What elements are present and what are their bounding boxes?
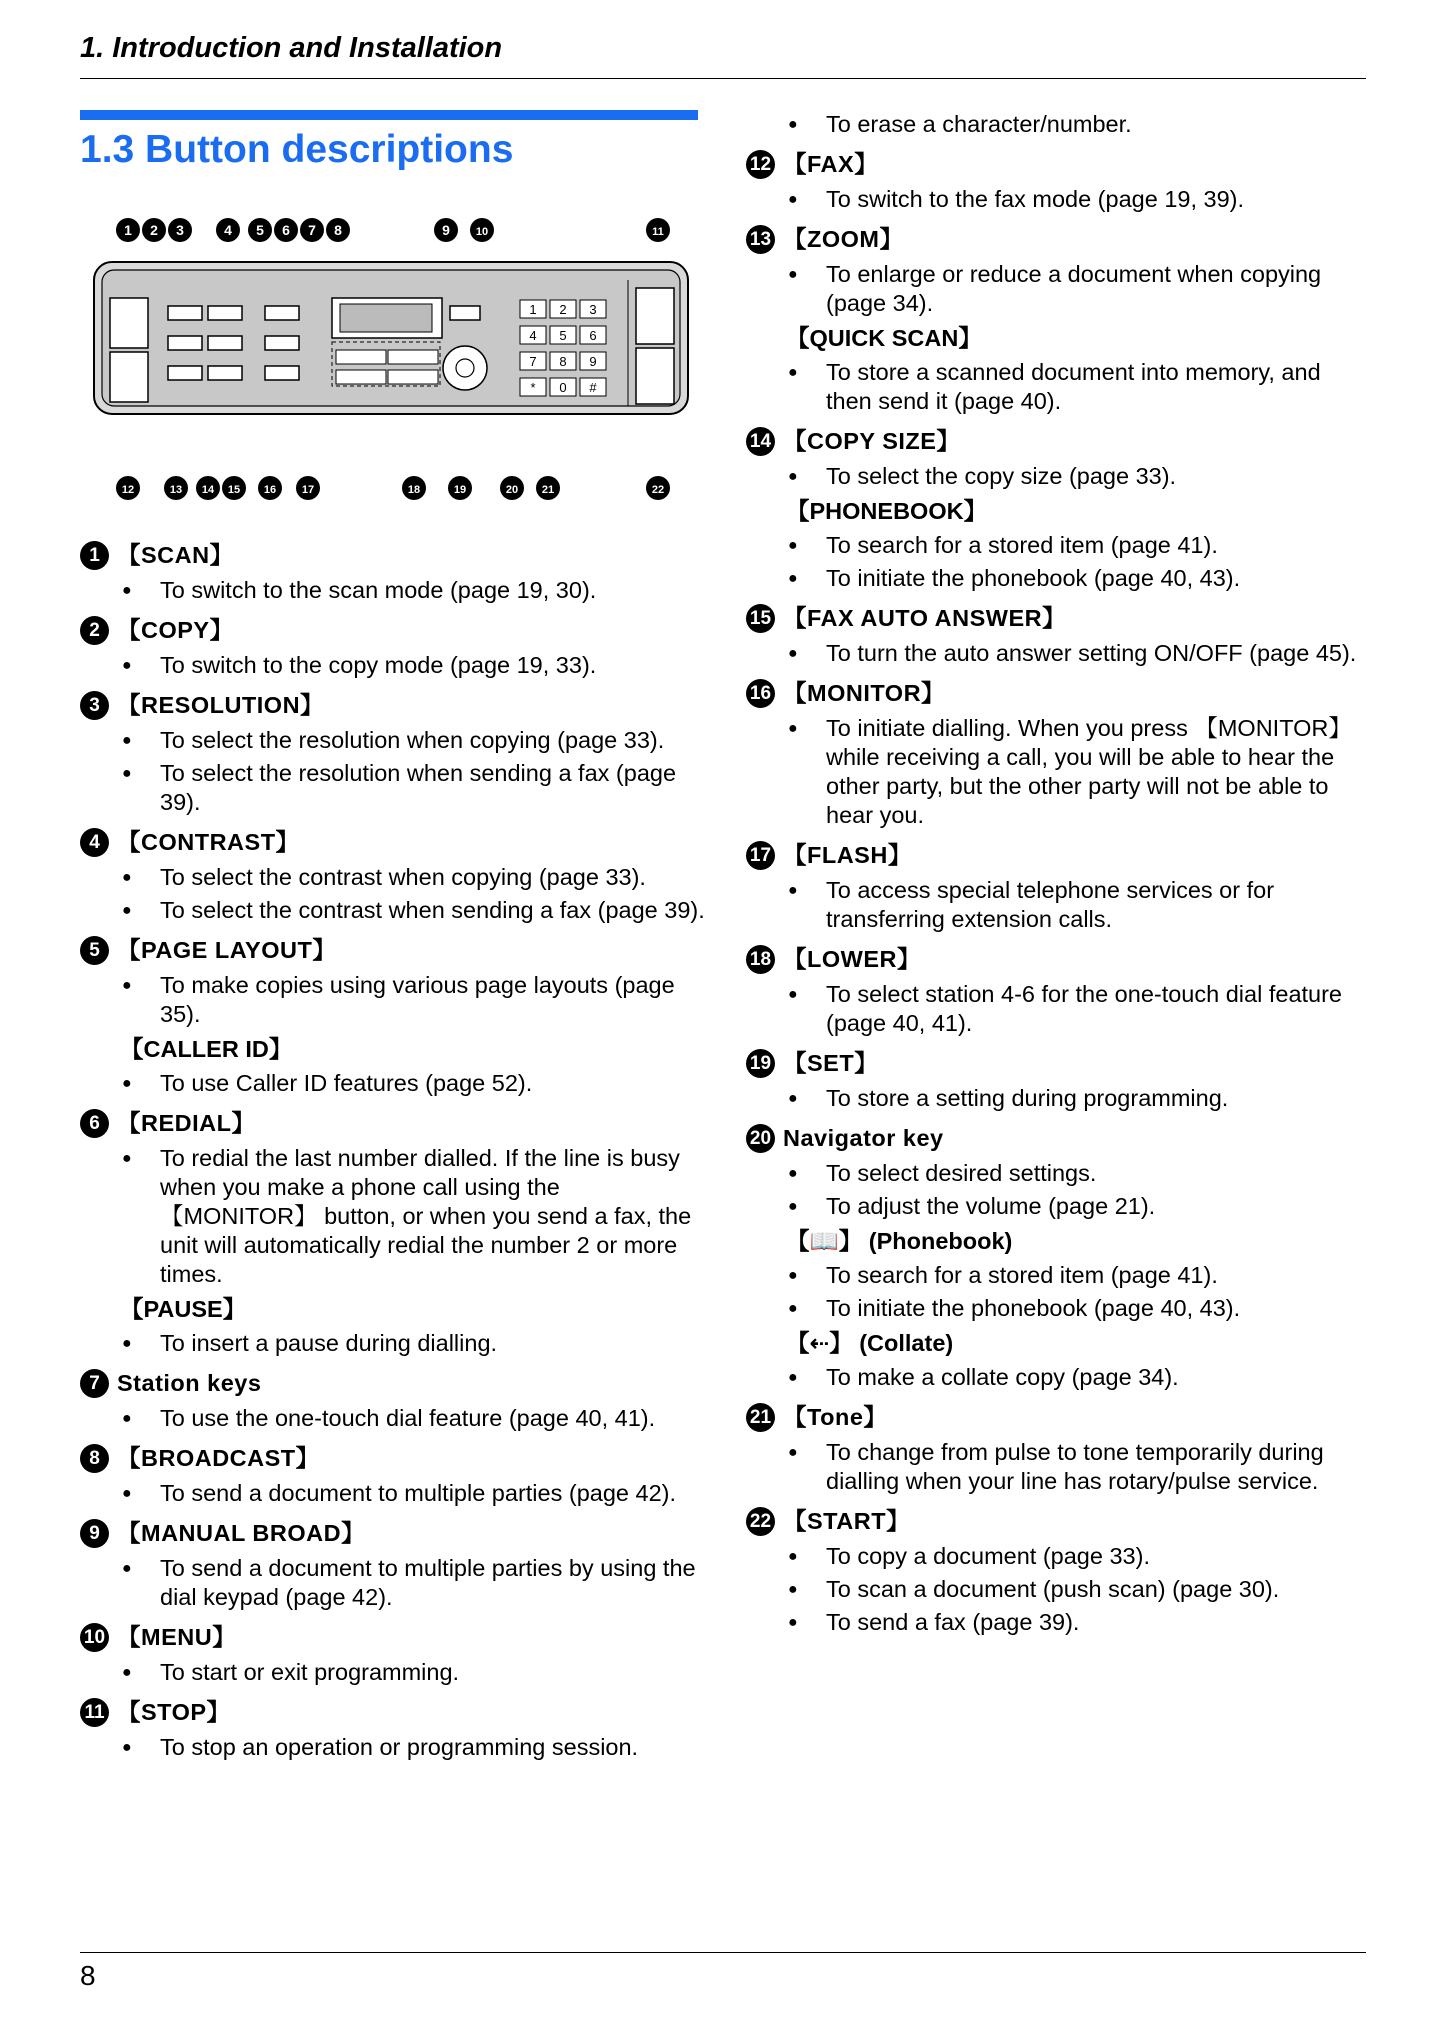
bullet-text: ● To initiate the phonebook (page 40, 43). xyxy=(746,1294,1371,1323)
button-entry xyxy=(80,538,705,605)
callout-number: 9 xyxy=(80,1519,109,1548)
bullet-text: ● To select the contrast when copying (page 33). xyxy=(80,863,705,892)
bullet-text: ● To use Caller ID features (page 52). xyxy=(80,1069,705,1098)
callout-label: 9 xyxy=(442,222,450,238)
left-column xyxy=(80,538,705,1770)
entry-heading xyxy=(80,688,705,722)
callout-number: 13 xyxy=(746,225,775,254)
sub-heading: 【QUICK SCAN】 xyxy=(786,325,982,351)
callout-label: 4 xyxy=(224,222,232,238)
button-name: 【SET】 xyxy=(783,1049,879,1076)
entry-heading xyxy=(80,1366,705,1400)
bullet-text: ● To send a document to multiple parties (page 42). xyxy=(80,1479,705,1508)
callout-label: 13 xyxy=(169,484,183,496)
callout-label: 22 xyxy=(651,484,665,496)
button-name: 【STOP】 xyxy=(117,1698,231,1725)
bullet-text: ● To insert a pause during dialling. xyxy=(80,1329,705,1358)
bullet-text: ● To access special telephone services or for transferring extension calls. xyxy=(746,876,1371,934)
callout-number: 18 xyxy=(746,945,775,974)
callout-number: 2 xyxy=(80,616,109,645)
keypad-key-label: 5 xyxy=(559,328,567,343)
callout-number: 16 xyxy=(746,679,775,708)
bullet-text: ● To search for a stored item (page 41). xyxy=(746,1261,1371,1290)
callout-label: 14 xyxy=(201,484,215,496)
entry-heading xyxy=(746,1504,1371,1538)
button-name: 【FAX】 xyxy=(783,150,879,177)
button-name: 【LOWER】 xyxy=(783,945,921,972)
callout-label: 7 xyxy=(308,222,316,238)
bullet-text: ● To stop an operation or programming session. xyxy=(80,1733,705,1762)
button-name: 【START】 xyxy=(783,1507,911,1534)
bullet-text: ● To store a setting during programming. xyxy=(746,1084,1371,1113)
keypad-key-label: 8 xyxy=(559,354,567,369)
callout-number: 21 xyxy=(746,1403,775,1432)
button-entry xyxy=(746,147,1371,214)
button-entry xyxy=(80,1695,705,1762)
button-entry xyxy=(80,1366,705,1433)
callout-number: 6 xyxy=(80,1109,109,1138)
callout-label: 10 xyxy=(475,226,489,238)
bullet-text: ● To enlarge or reduce a document when copying (page 34). xyxy=(746,260,1371,318)
button-name: 【MANUAL BROAD】 xyxy=(117,1519,366,1546)
button-name: 【ZOOM】 xyxy=(783,225,904,252)
button-entry xyxy=(746,222,1371,416)
keypad-key-label: 1 xyxy=(529,302,537,317)
button-entry xyxy=(80,613,705,680)
button-name: 【MENU】 xyxy=(117,1623,237,1650)
bullet-text: ● To select desired settings. xyxy=(746,1159,1371,1188)
top-callouts xyxy=(116,218,670,242)
bullet-text: ● To switch to the copy mode (page 19, 33). xyxy=(80,651,705,680)
button-name: 【PAGE LAYOUT】 xyxy=(117,936,337,963)
callout-label: 18 xyxy=(407,484,421,496)
callout-number: 19 xyxy=(746,1049,775,1078)
bullet-text: ● To select the resolution when copying (page 33). xyxy=(80,726,705,755)
entry-heading xyxy=(746,1121,1371,1155)
button-entry xyxy=(80,1106,705,1358)
keypad-key-label: 3 xyxy=(589,302,597,317)
entry-heading xyxy=(80,538,705,572)
callout-number: 3 xyxy=(80,691,109,720)
button-name: 【FLASH】 xyxy=(783,841,912,868)
button-name: 【RESOLUTION】 xyxy=(117,691,325,718)
keypad-key-label: # xyxy=(589,380,597,395)
button-entry xyxy=(80,933,705,1098)
footer-rule xyxy=(80,1952,1366,1953)
button-name: Station keys xyxy=(117,1369,262,1396)
keypad-key-label: 0 xyxy=(559,380,567,395)
button-name: 【COPY】 xyxy=(117,616,234,643)
callout-number: 8 xyxy=(80,1444,109,1473)
callout-number: 10 xyxy=(80,1623,109,1652)
bullet-text: ● To turn the auto answer setting ON/OFF (page 45). xyxy=(746,639,1371,668)
callout-number: 1 xyxy=(80,541,109,570)
keypad-key-label: 9 xyxy=(589,354,597,369)
bullet-text: ● To select station 4-6 for the one-touch dial feature (page 40, 41). xyxy=(746,980,1371,1038)
bullet-text: ● To initiate dialling. When you press 【MONITOR】 while receiving a call, you will be able to hear the other party, but the other party will not be able to hear you. xyxy=(746,714,1371,830)
callout-number: 11 xyxy=(80,1698,109,1727)
entry-heading xyxy=(746,222,1371,256)
header-rule xyxy=(80,78,1366,79)
bullet-text: ● To select the copy size (page 33). xyxy=(746,462,1371,491)
button-entry xyxy=(80,1441,705,1508)
callout-number: 4 xyxy=(80,828,109,857)
running-header: 1. Introduction and Installation xyxy=(80,32,503,64)
entry-heading xyxy=(746,147,1371,181)
entry-heading xyxy=(746,1046,1371,1080)
keypad-key-label: 4 xyxy=(529,328,537,343)
button-entry xyxy=(746,838,1371,934)
bullet-text: ● To send a document to multiple parties by using the dial keypad (page 42). xyxy=(80,1554,705,1612)
callout-label: 19 xyxy=(453,484,467,496)
bottom-callouts xyxy=(116,476,670,500)
entry-heading xyxy=(80,1695,705,1729)
keypad-key-label: 6 xyxy=(589,328,597,343)
bullet-text: ● To make a collate copy (page 34). xyxy=(746,1363,1371,1392)
button-entry xyxy=(746,1504,1371,1637)
keypad-key-label: 7 xyxy=(529,354,537,369)
keypad-key-label: * xyxy=(530,380,536,395)
button-entry xyxy=(80,1516,705,1612)
button-name: 【SCAN】 xyxy=(117,541,234,568)
callout-number: 22 xyxy=(746,1507,775,1536)
bullet-text: ● To initiate the phonebook (page 40, 43). xyxy=(746,564,1371,593)
bullet-text: ● To switch to the scan mode (page 19, 30). xyxy=(80,576,705,605)
button-entry xyxy=(746,110,1371,139)
callout-label: 15 xyxy=(227,484,241,496)
callout-number: 7 xyxy=(80,1369,109,1398)
section-title: 1.3 Button descriptions xyxy=(80,128,514,171)
entry-heading xyxy=(746,942,1371,976)
button-entry xyxy=(746,1400,1371,1496)
entry-heading xyxy=(80,1516,705,1550)
bullet-text: ● To start or exit programming. xyxy=(80,1658,705,1687)
entry-heading xyxy=(80,1620,705,1654)
callout-number: 20 xyxy=(746,1124,775,1153)
callout-label: 20 xyxy=(505,484,519,496)
button-name: 【COPY SIZE】 xyxy=(783,427,961,454)
callout-label: 8 xyxy=(334,222,342,238)
button-name: 【BROADCAST】 xyxy=(117,1444,320,1471)
entry-heading xyxy=(746,1400,1371,1434)
callout-label: 1 xyxy=(124,222,132,238)
callout-label: 12 xyxy=(121,484,135,496)
callout-label: 5 xyxy=(256,222,264,238)
page-number: 8 xyxy=(80,1960,96,1991)
callout-label: 3 xyxy=(176,222,184,238)
callout-label: 16 xyxy=(263,484,277,496)
button-name: Navigator key xyxy=(783,1124,944,1151)
control-panel-diagram xyxy=(80,210,705,510)
bullet-text: ● To switch to the fax mode (page 19, 39). xyxy=(746,185,1371,214)
bullet-text: ● To scan a document (push scan) (page 30). xyxy=(746,1575,1371,1604)
entry-heading xyxy=(746,424,1371,458)
button-name: 【Tone】 xyxy=(783,1403,888,1430)
sub-heading: 【📖】 (Phonebook) xyxy=(786,1228,1013,1254)
sub-heading: 【CALLER ID】 xyxy=(120,1036,293,1062)
button-entry xyxy=(746,601,1371,668)
button-entry xyxy=(80,825,705,925)
callout-label: 21 xyxy=(541,484,555,496)
button-entry xyxy=(80,1620,705,1687)
callout-number: 5 xyxy=(80,936,109,965)
entry-heading xyxy=(80,613,705,647)
callout-number: 14 xyxy=(746,427,775,456)
bullet-text: ● To copy a document (page 33). xyxy=(746,1542,1371,1571)
callout-label: 2 xyxy=(150,222,158,238)
callout-label: 6 xyxy=(282,222,290,238)
entry-heading xyxy=(80,825,705,859)
bullet-text: ● To select the contrast when sending a fax (page 39). xyxy=(80,896,705,925)
entry-heading xyxy=(80,1441,705,1475)
bullet-text: ● To store a scanned document into memory, and then send it (page 40). xyxy=(746,358,1371,416)
callout-label: 17 xyxy=(301,484,315,496)
entry-heading xyxy=(80,1106,705,1140)
button-entry xyxy=(746,1046,1371,1113)
button-entry xyxy=(746,424,1371,593)
callout-number: 15 xyxy=(746,604,775,633)
bullet-text: ● To send a fax (page 39). xyxy=(746,1608,1371,1637)
entry-heading xyxy=(746,838,1371,872)
bullet-text: ● To adjust the volume (page 21). xyxy=(746,1192,1371,1221)
entry-heading xyxy=(746,676,1371,710)
bullet-text: ● To erase a character/number. xyxy=(746,110,1371,139)
button-name: 【CONTRAST】 xyxy=(117,828,300,855)
bullet-text: ● To select the resolution when sending a fax (page 39). xyxy=(80,759,705,817)
bullet-text: ● To redial the last number dialled. If the line is busy when you make a phone call using the 【MONITOR】 button, or when you send a fax, the unit will automatically redial the number 2 or more times. xyxy=(80,1144,705,1289)
entry-heading xyxy=(746,601,1371,635)
button-name: 【REDIAL】 xyxy=(117,1109,256,1136)
button-entry xyxy=(746,676,1371,830)
right-column xyxy=(746,106,1371,1645)
title-bar xyxy=(80,110,698,120)
callout-number: 17 xyxy=(746,841,775,870)
keypad-key-label: 2 xyxy=(559,302,567,317)
callout-label: 11 xyxy=(652,226,664,238)
bullet-text: ● To use the one-touch dial feature (page 40, 41). xyxy=(80,1404,705,1433)
sub-heading: 【⇠】 (Collate) xyxy=(786,1330,954,1356)
button-name: 【MONITOR】 xyxy=(783,679,946,706)
entry-heading xyxy=(80,933,705,967)
sub-heading: 【PHONEBOOK】 xyxy=(786,498,988,524)
button-entry xyxy=(746,1121,1371,1392)
button-entry xyxy=(746,942,1371,1038)
button-name: 【FAX AUTO ANSWER】 xyxy=(783,604,1067,631)
bullet-text: ● To make copies using various page layouts (page 35). xyxy=(80,971,705,1029)
button-entry xyxy=(80,688,705,817)
bullet-text: ● To search for a stored item (page 41). xyxy=(746,531,1371,560)
bullet-text: ● To change from pulse to tone temporarily during dialling when your line has rotary/pulse service. xyxy=(746,1438,1371,1496)
callout-number: 12 xyxy=(746,150,775,179)
sub-heading: 【PAUSE】 xyxy=(120,1296,247,1322)
